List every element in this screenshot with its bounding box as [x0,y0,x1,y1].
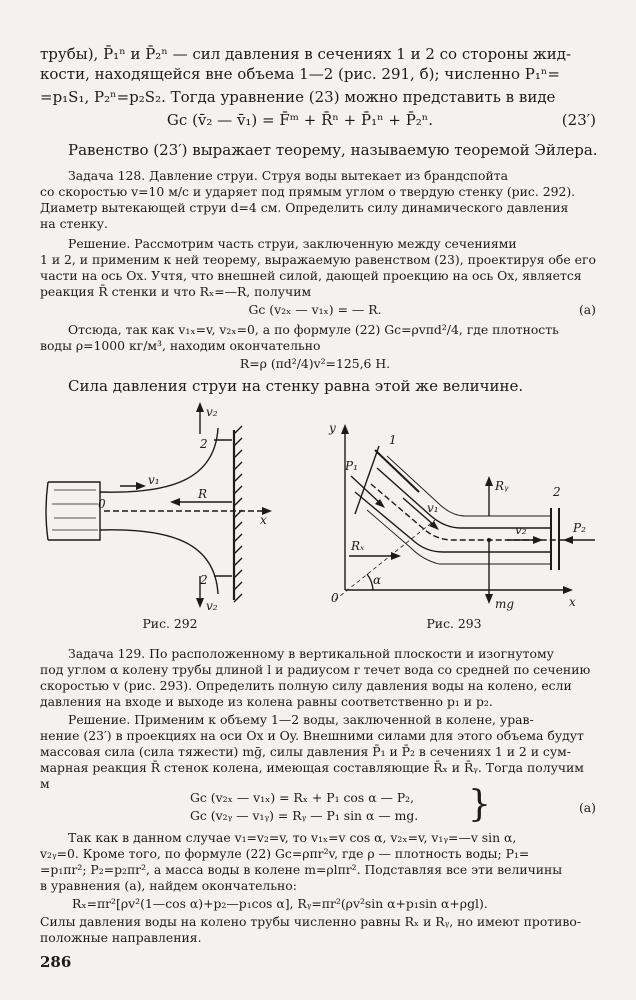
equation-number: (23′) [561,111,596,129]
equation-number: (а) [578,302,596,317]
solution-129-line: нение (23′) в проекциях на оси Ox и Oy. Внешними силами для этого объема будут [40,728,584,743]
problem-129-line: скоростью v (рис. 293). Определить полную силу давления воды на колено, если [40,678,572,693]
solution-129-line: =p₁πr²; P₂=p₂πr², а масса воды в колене m=ρlπr². Подставляя все эти величины [40,862,563,877]
problem-128-line: Задача 128. Давление струи. Струя воды вытекает из брандспойта [68,168,508,183]
solution-128-line: Решение. Рассмотрим часть струи, заключенную между сечениями [68,236,517,251]
fig293-label: 1 [389,433,397,447]
solution-129-line: марная реакция R̄ стенок колена, имеющая составляющие R̄ₓ и R̄ᵧ. Тогда получим [40,760,584,775]
brace: } [468,784,491,825]
result-equations: Rₓ=πr²[ρv²(1—cos α)+p₂—p₁cos α], Rᵧ=πr²(ρv²sin α+p₁sin α+ρgl). [72,896,488,911]
fig293-label: y [329,421,336,435]
solution-128-line: Отсюда, так как v₁ₓ=v, v₂ₓ=0, а по формуле (22) Gc=ρvπd²/4, где плотность [68,322,559,337]
equation-r: R=ρ (πd²/4)v²=125,6 Н. [239,356,391,371]
problem-128-line: со скоростью v=10 м/с и ударяет под прямым углом о твердую стенку (рис. 292). [40,184,576,199]
solution-129-line: Так как в данном случае v₁=v₂=v, то v₁ₓ=v cos α, v₂ₓ=v, v₁ᵧ=—v sin α, [68,830,517,845]
fig292-label: 0 [98,497,106,511]
equation-number: (а) [578,800,596,815]
solution-129-line: м [40,776,50,791]
equation-a: Gc (v₂ₓ — v₁ₓ) = — R. [248,302,382,317]
fig293-label: x [569,595,576,609]
fig292-label: v₁ [148,473,160,487]
fig293-label: P₂ [573,521,586,535]
figure-293-pipe-bend [315,420,605,615]
solution-129-line: в уравнения (а), найдем окончательно: [40,878,297,893]
solution-128-line: воды ρ=1000 кг/м³, находим окончательно [40,338,321,353]
fig292-label: 2 [200,437,208,451]
fig292-label: x [260,513,267,527]
equation-system-line: Gc (v₂ᵧ — v₁ᵧ) = Rᵧ — P₁ sin α — mg. [190,808,419,823]
solution-128-line: реакция R̄ стенки и что Rₓ=—R, получим [40,284,312,299]
solution-129-line: массовая сила (сила тяжести) mḡ, силы давления P̄₁ и P̄₂ в сечениях 1 и 2 и сум- [40,744,571,759]
fig293-label: 2 [553,485,561,499]
problem-128-line: на стенку. [40,216,108,231]
solution-128-line: части на ось Ox. Учтя, что внешней силой, дающей проекцию на ось Ox, является [40,268,582,283]
fig293-label: v₁ [427,501,439,515]
fig292-label: v₂ [206,405,218,419]
fig292-label: R [198,487,208,501]
problem-129-line: под углом α колену трубы длиной l и радиусом r течет вода со средней по сечению [40,662,591,677]
figure-293-caption: Рис. 293 [426,616,482,631]
fig293-label: P₁ [345,459,358,473]
solution-128-line: 1 и 2, и применим к ней теорему, выражаемую равенством (23), проектируя обе его [40,252,596,267]
problem-129-line: Задача 129. По расположенному в вертикальной плоскости и изогнутому [68,646,554,661]
fig293-label: α [373,573,382,587]
fig292-label: v₂ [206,599,218,613]
problem-129-line: давления на входе и выходе из колена равны соответственно p₁ и p₂. [40,694,493,709]
fig292-label: 2 [200,573,208,587]
figure-292-caption: Рис. 292 [142,616,198,631]
solution-129-line: Решение. Применим к объему 1—2 воды, заключенной в колене, урав- [68,712,534,727]
text-line: трубы), P̄₁ⁿ и P̄₂ⁿ — сил давления в сечениях 1 и 2 со стороны жид- [40,45,572,63]
conclusion-128: Сила давления струи на стенку равна этой же величине. [68,377,524,395]
fig293-label: Rᵧ [495,479,509,493]
fig293-label: mg [495,597,515,611]
text-line: =p₁S₁, P₂ⁿ=p₂S₂. Тогда уравнение (23) можно представить в виде [40,88,556,106]
problem-128-line: Диаметр вытекающей струи d=4 см. Определить силу динамического давления [40,200,569,215]
fig293-label: Rₓ [351,539,365,553]
fig293-label: v₂ [515,523,527,537]
solution-129-line: Силы давления воды на колено трубы численно равны Rₓ и Rᵧ, но имеют противо- [40,914,582,929]
figure-292-jet [40,400,300,613]
text-line: кости, находящейся вне объема 1—2 (рис. 291, б); численно P₁ⁿ= [40,65,560,83]
equation-system-line: Gc (v₂ₓ — v₁ₓ) = Rₓ + P₁ cos α — P₂, [190,790,415,805]
fig293-label: 0 [331,591,339,605]
solution-129-line: положные направления. [40,930,202,945]
solution-129-line: v₂ᵧ=0. Кроме того, по формуле (22) Gc=ρπr²v, где ρ — плотность воды; P₁= [40,846,530,861]
equation-23-prime: Gc (v̄₂ — v̄₁) = F̄ᵐ + R̄ⁿ + P̄₁ⁿ + P̄₂ⁿ. [166,111,434,129]
page-number: 286 [40,953,72,971]
euler-theorem-line: Равенство (23′) выражает теорему, называемую теоремой Эйлера. [68,141,598,159]
